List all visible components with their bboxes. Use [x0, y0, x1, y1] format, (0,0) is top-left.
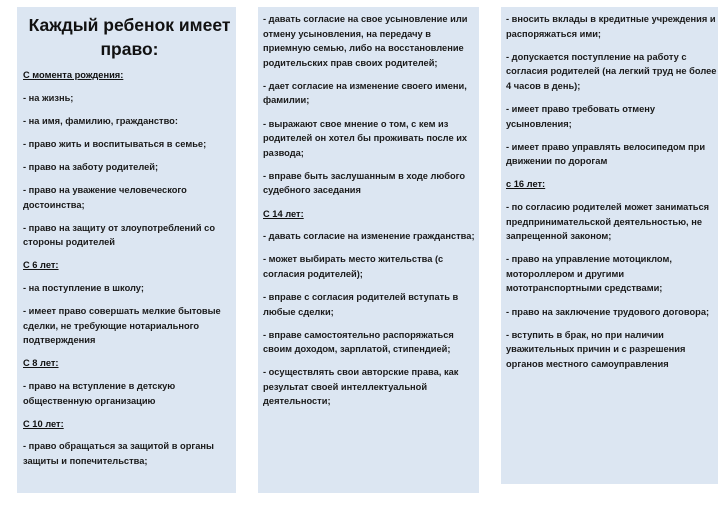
section-header-16: с 16 лет: — [506, 179, 546, 190]
list-item: - вносить вклады в кредитные учреждения и распоряжаться ими; — [506, 14, 716, 39]
list-item: - право на вступление в детскую общественную организацию — [23, 380, 176, 406]
list-item: - выражают свое мнение о том, с кем из родителей он хотел бы проживать после их развода; — [263, 118, 468, 158]
list-item: - осуществлять свои авторские права, как результат своей интеллектуальной деятельности; — [263, 367, 459, 407]
list-item: - вправе быть заслушанным в ходе любого судебного заседания — [263, 170, 466, 196]
list-item: - на жизнь; — [23, 92, 74, 103]
list-item: - право на заключение трудового договора; — [506, 306, 710, 317]
list-item: - дает согласие на изменение своего имени, фамилии; — [263, 80, 467, 106]
column-2 — [258, 7, 479, 493]
section-header-6: С 6 лет: — [23, 260, 59, 271]
list-item: - вправе с согласия родителей вступать в любые сделки; — [263, 291, 459, 317]
list-item: - право на заботу родителей; — [23, 161, 159, 172]
list-item: - право на уважение человеческого достоинства; — [23, 184, 187, 210]
list-item: - право на защиту от злоупотреблений со стороны родителей — [23, 222, 216, 248]
page-title: Каждый ребенок имеет право: — [28, 15, 231, 59]
list-item: - право жить и воспитываться в семье; — [23, 138, 207, 149]
list-item: - давать согласие на свое усыновление или отмену усыновления, на передачу в приемную семью, либо на восстановление родительских прав своих родителей; — [263, 14, 468, 68]
list-item: - может выбирать место жительства (с согласия родителей); — [263, 254, 444, 279]
list-item: - имеет право совершать мелкие бытовые сделки, не требующие нотариального подтверждения — [23, 306, 221, 346]
list-item: - имеет право управлять велосипедом при движении по дорогам — [506, 141, 706, 167]
list-item: - допускается поступление на работу с согласия родителей (на легкий труд не более 4 часов в день); — [506, 51, 717, 91]
list-item: - имеет право требовать отмену усыновления; — [506, 103, 656, 129]
section-header-14: С 14 лет: — [263, 208, 304, 219]
list-item: - на поступление в школу; — [23, 282, 144, 293]
section-header-10: С 10 лет: — [23, 418, 64, 429]
section-header-8: С 8 лет: — [23, 358, 59, 369]
column-1 — [17, 7, 236, 493]
list-item: - по согласию родителей может заниматься предпринимательской деятельностью, не запрещенной законом; — [506, 201, 710, 242]
list-item: - вступить в брак, но при наличии уважительных причин и с разрешения органов местного самоуправления — [506, 329, 686, 369]
list-item: - право обращаться за защитой в органы защиты и попечительства; — [23, 441, 214, 466]
list-item: - право на управление мотоциклом, мотороллером и другими мототранспортными средствами; — [506, 254, 672, 294]
section-header-birth: С момента рождения: — [23, 70, 124, 80]
list-item: - на имя, фамилию, гражданство: — [23, 115, 178, 126]
list-item: - давать согласие на изменение гражданства; — [263, 231, 475, 242]
column-3 — [501, 7, 718, 484]
list-item: - вправе самостоятельно распоряжаться своим доходом, зарплатой, стипендией; — [263, 329, 454, 355]
